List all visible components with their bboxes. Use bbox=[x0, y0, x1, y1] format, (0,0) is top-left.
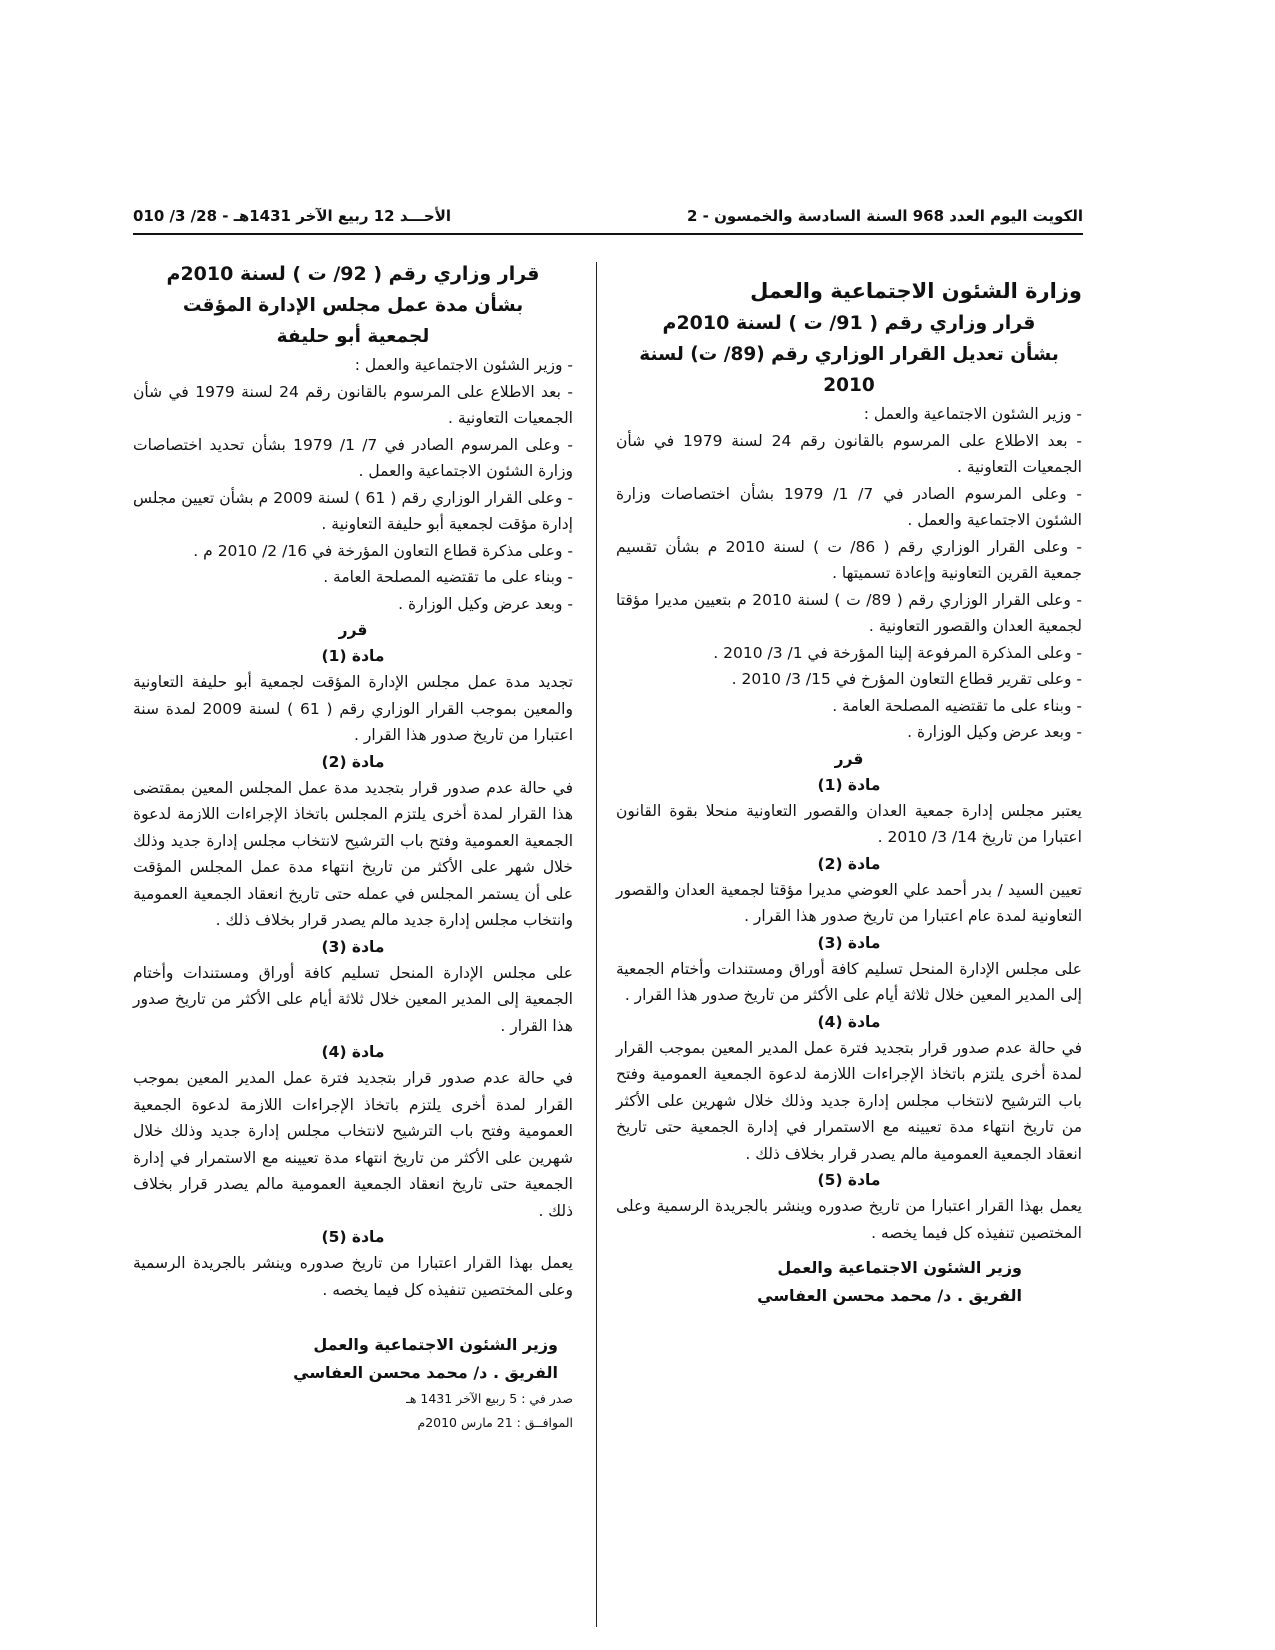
article-text: يعمل بهذا القرار اعتبارا من تاريخ صدوره وينشر بالجريدة الرسمية وعلى المختصين تنفيذه كل فيما يخصه . bbox=[616, 1197, 1082, 1242]
preamble-line: - وعلى المرسوم الصادر في 7/ 1/ 1979 بشأن تحديد اختصاصات وزارة الشئون الاجتماعية والعمل . bbox=[133, 435, 573, 480]
article-heading: مادة (4) bbox=[321, 1043, 385, 1061]
preamble-line: - وعلى المرسوم الصادر في 7/ 1/ 1979 بشأن اختصاصات وزارة الشئون الاجتماعية والعمل . bbox=[616, 484, 1083, 529]
signature-name: الفريق . د/ محمد محسن العفاسي bbox=[757, 1286, 1022, 1305]
ministry-heading: وزارة الشئون الاجتماعية والعمل bbox=[750, 279, 1082, 303]
decree-91-subject: بشأن تعديل القرار الوزاري رقم (89/ ت) لسنة 2010 bbox=[639, 344, 1059, 396]
preamble-line: - وعلى القرار الوزاري رقم ( 86/ ت ) لسنة 2010 م بشأن تقسيم جمعية القرين التعاونية وإعادة تسميتها . bbox=[616, 537, 1082, 582]
preamble-line: - وبناء على ما تقتضيه المصلحة العامة . bbox=[832, 696, 1082, 715]
decree-92-subject-line-2: لجمعية أبو حليفة bbox=[276, 326, 430, 347]
preamble-line: - وزير الشئون الاجتماعية والعمل : bbox=[354, 356, 573, 374]
preamble-line: - وعلى المذكرة المرفوعة إلينا المؤرخة في 1/ 3/ 2010 . bbox=[713, 643, 1082, 662]
article-text: يعتبر مجلس إدارة جمعية العدان والقصور التعاونية منحلا بقوة القانون اعتبارا من تاريخ 14/ 3/ 2010 . bbox=[616, 801, 1082, 846]
preamble-line: - وبعد عرض وكيل الوزارة . bbox=[398, 594, 573, 613]
preamble-line: - وعلى القرار الوزاري رقم ( 89/ ت ) لسنة 2010 م بتعيين مديرا مؤقتا لجمعية العدان والقصور التعاونية . bbox=[616, 590, 1082, 635]
article-heading: مادة (1) bbox=[321, 647, 385, 665]
preamble-line: - وزير الشئون الاجتماعية والعمل : bbox=[863, 405, 1082, 423]
article-heading: مادة (5) bbox=[321, 1228, 385, 1246]
preamble-line: - وبناء على ما تقتضيه المصلحة العامة . bbox=[323, 568, 573, 586]
header-left: الأحـــد 12 ربيع الآخر 1431هـ - 28/ 3/ 010 bbox=[133, 207, 452, 225]
signature-title: وزير الشئون الاجتماعية والعمل bbox=[777, 1258, 1022, 1277]
preamble-line: - وعلى مذكرة قطاع التعاون المؤرخة في 16/ 2/ 2010 م . bbox=[193, 541, 573, 560]
article-text: في حالة عدم صدور قرار بتجديد فترة عمل المدير المعين بموجب القرار لمدة أخرى يلتزم باتخاذ الإجراءات اللازمة لدعوة الجمعية العمومية وفتح باب الترشيح لانتخاب مجلس إدارة جديد وذلك خلال شهرين على الأكثر من تاريخ انتهاء مدة تعيينه مع الاستمرار في إدارة الجمعية حتى تاريخ انعقاد الجمعية العمومية مالم يصدر قرار بخلاف ذلك . bbox=[133, 1069, 573, 1220]
article-text: في حالة عدم صدور قرار بتجديد فترة عمل المدير المعين بموجب القرار لمدة أخرى يلتزم باتخاذ الإجراءات اللازمة لدعوة الجمعية العمومية وفتح باب الترشيح لانتخاب مجلس إدارة جديد وذلك خلال شهرين على الأكثر من تاريخ انتهاء مدة تعيينه مع الاستمرار في إدارة الجمعية حتى تاريخ انعقاد الجمعية العمومية مالم يصدر قرار بخلاف ذلك . bbox=[616, 1038, 1082, 1163]
issue-date-gregorian: الموافــق : 21 مارس 2010م bbox=[417, 1415, 573, 1430]
column-divider bbox=[596, 262, 597, 1627]
preamble-line: - وعلى تقرير قطاع التعاون المؤرخ في 15/ 3/ 2010 . bbox=[731, 670, 1082, 688]
signature-name: الفريق . د/ محمد محسن العفاسي bbox=[293, 1363, 558, 1382]
signature-title: وزير الشئون الاجتماعية والعمل bbox=[313, 1335, 558, 1354]
article-heading: مادة (1) bbox=[817, 775, 881, 794]
preamble-line: - وعلى القرار الوزاري رقم ( 61 ) لسنة 2009 م بشأن تعيين مجلس إدارة مؤقت لجمعية أبو حليفة التعاونية . bbox=[133, 488, 574, 533]
article-text: على مجلس الإدارة المنحل تسليم كافة أوراق ومستندات وأختام الجمعية إلى المدير المعين خلال ثلاثة أيام على الأكثر من تاريخ صدور هذا القرار . bbox=[133, 963, 573, 1035]
article-text: تجديد مدة عمل مجلس الإدارة المؤقت لجمعية أبو حليفة التعاونية والمعين بموجب القرار الوزاري رقم ( 61 ) لسنة 2009 لمدة سنة اعتبارا من تاريخ صدور هذا القرار . bbox=[133, 673, 573, 744]
decided-label: قرر bbox=[834, 749, 864, 768]
preamble-line: - بعد الاطلاع على المرسوم بالقانون رقم 24 لسنة 1979 في شأن الجمعيات التعاونية . bbox=[616, 431, 1082, 476]
decree-92-column bbox=[133, 258, 573, 1435]
preamble-line: - بعد الاطلاع على المرسوم بالقانون رقم 24 لسنة 1979 في شأن الجمعيات التعاونية . bbox=[133, 382, 573, 427]
decided-label: قرر bbox=[338, 621, 368, 639]
decree-92-subject: بشأن مدة عمل مجلس الإدارة المؤقت bbox=[182, 295, 524, 316]
article-heading: مادة (5) bbox=[817, 1171, 881, 1189]
article-heading: مادة (2) bbox=[817, 854, 881, 873]
article-heading: مادة (4) bbox=[817, 1012, 881, 1031]
preamble-line: - وبعد عرض وكيل الوزارة . bbox=[907, 723, 1082, 741]
article-heading: مادة (3) bbox=[817, 933, 881, 952]
decree-91-title: قرار وزاري رقم ( 91/ ت ) لسنة 2010م bbox=[662, 312, 1036, 334]
article-text: تعيين السيد / بدر أحمد علي العوضي مديرا مؤقتا لجمعية العدان والقصور التعاونية لمدة عام اعتبارا من تاريخ صدور هذا القرار . bbox=[616, 880, 1082, 925]
issue-date-hijri: صدر في : 5 ربيع الآخر 1431 هـ bbox=[406, 1391, 573, 1406]
article-heading: مادة (2) bbox=[321, 752, 385, 771]
article-text: على مجلس الإدارة المنحل تسليم كافة أوراق ومستندات وأختام الجمعية إلى المدير المعين خلال ثلاثة أيام على الأكثر من تاريخ صدور هذا القرار . bbox=[616, 959, 1082, 1004]
article-text: في حالة عدم صدور قرار بتجديد مدة عمل المجلس المعين بمقتضى هذا القرار لمدة أخرى يلتزم المجلس باتخاذ الإجراءات اللازمة لدعوة الجمعية العمومية وفتح باب الترشيح لانتخاب مجلس إدارة جديد وذلك خلال شهر على الأكثر من تاريخ انتهاء مدة عمل المجلس المؤقت على أن يستمر المجلس في عمله حتى تاريخ انعقاد الجمعية العمومية وانتخاب مجلس إدارة جديد مالم يصدر قرار بخلاف ذلك . bbox=[133, 778, 573, 929]
article-heading: مادة (3) bbox=[321, 937, 385, 956]
decree-92-title: قرار وزاري رقم ( 92/ ت ) لسنة 2010م bbox=[166, 263, 540, 285]
article-text: يعمل بهذا القرار اعتبارا من تاريخ صدوره وينشر بالجريدة الرسمية وعلى المختصين تنفيذه كل فيما يخصه . bbox=[133, 1254, 573, 1299]
page-header bbox=[133, 203, 1083, 235]
decree-91-column bbox=[616, 275, 1082, 1310]
header-right: الكويت اليوم العدد 968 السنة السادسة والخمسون - 2 bbox=[687, 207, 1083, 225]
